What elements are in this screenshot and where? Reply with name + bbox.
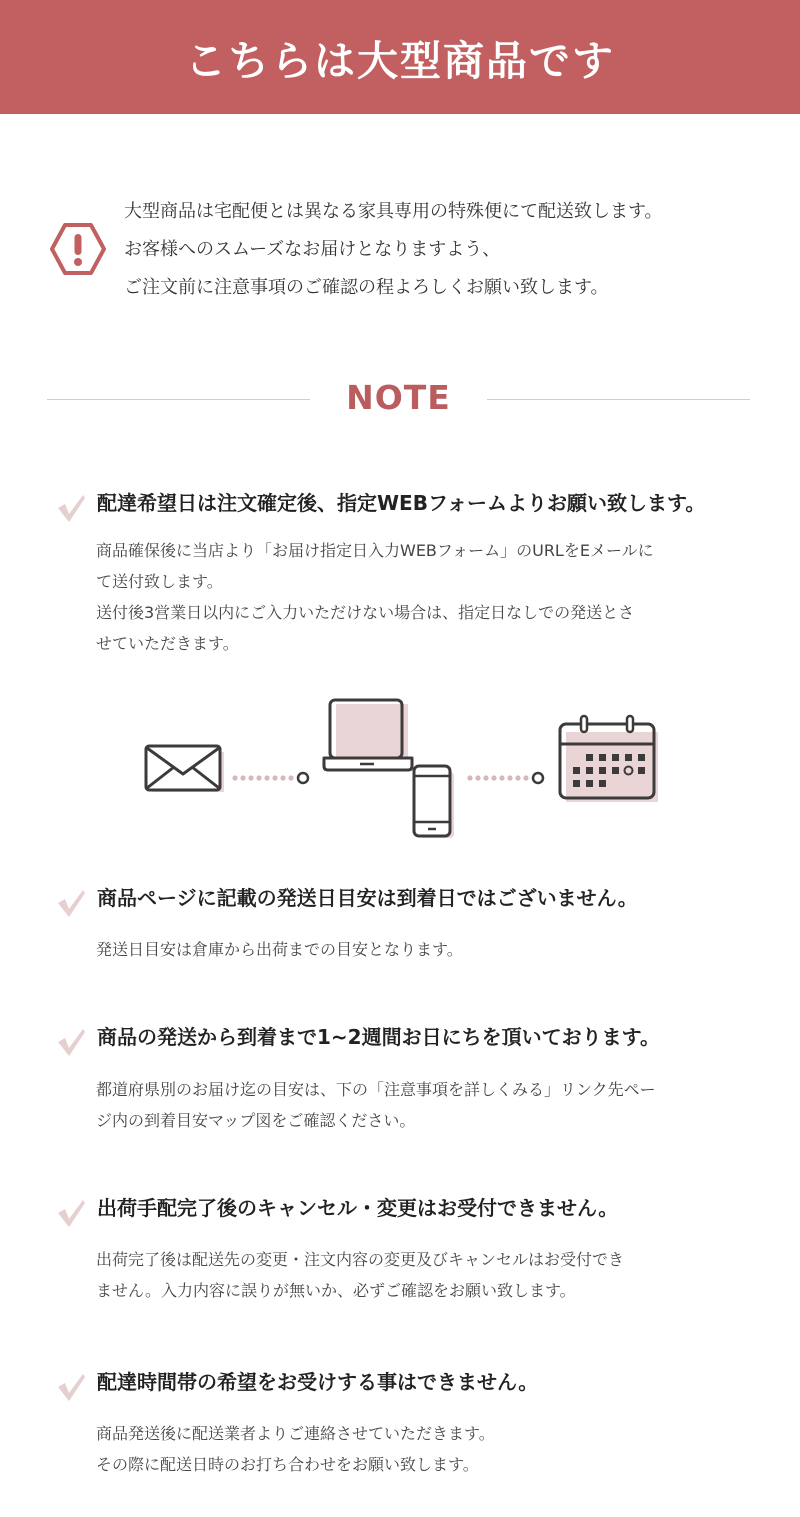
connector-dots-icon — [232, 775, 293, 780]
item-description — [96, 934, 756, 965]
desc-line: その際に配送日時のお打ち合わせをお願い致します。 — [96, 1455, 479, 1474]
item-heading: 出荷手配完了後のキャンセル・変更はお受付できません。 — [97, 1196, 619, 1220]
page-header — [0, 0, 800, 114]
intro-line: 大型商品は宅配便とは異なる家具専用の特殊便にて配送致します。 — [124, 201, 663, 222]
note-divider-right — [487, 399, 750, 400]
desc-line: 商品発送後に配送業者よりご連絡させていただきます。 — [96, 1424, 495, 1443]
item-description — [96, 1418, 756, 1480]
intro-text — [124, 193, 774, 307]
intro-line: ご注文前に注意事項のご確認の程よろしくお願い致します。 — [124, 277, 609, 298]
check-icon — [56, 1371, 86, 1401]
intro-line: お客様へのスムーズなお届けとなりますよう、 — [124, 239, 501, 260]
check-icon — [56, 1197, 86, 1227]
check-icon — [56, 887, 86, 917]
calendar-icon — [560, 716, 658, 802]
item-description — [96, 535, 756, 659]
check-icon — [56, 1026, 86, 1056]
desc-line: て送付致します。 — [96, 572, 223, 591]
smartphone-icon — [414, 766, 454, 838]
item-heading: 配達時間帯の希望をお受けする事はできません。 — [97, 1370, 539, 1394]
item-heading: 商品の発送から到着まで1~2週間お日にちを頂いております。 — [97, 1025, 660, 1049]
laptop-icon — [324, 700, 412, 770]
desc-line: 発送日目安は倉庫から出荷までの目安となります。 — [96, 940, 463, 959]
item-heading: 配達希望日は注文確定後、指定WEBフォームよりお願い致します。 — [97, 491, 706, 515]
note-divider-left — [47, 399, 310, 400]
item-description — [96, 1244, 756, 1306]
process-illustration — [138, 690, 668, 850]
page-title: こちらは大型商品です — [185, 36, 615, 85]
connector-dots-icon — [467, 775, 528, 780]
check-icon — [56, 492, 86, 522]
item-description — [96, 1074, 756, 1136]
desc-line: 都道府県別のお届け迄の目安は、下の「注意事項を詳しくみる」リンク先ペー — [96, 1080, 656, 1099]
desc-line: 送付後3営業日以内にご入力いただけない場合は、指定日なしでの発送とさ — [96, 603, 635, 622]
item-heading: 商品ページに記載の発送日目安は到着日ではございません。 — [97, 886, 638, 910]
note-title: NOTE — [346, 378, 451, 417]
desc-line: ジ内の到着目安マップ図をご確認ください。 — [96, 1111, 416, 1130]
envelope-icon — [146, 746, 224, 792]
desc-line: 商品確保後に当店より「お届け指定日入力WEBフォーム」のURLをEメールに — [96, 541, 654, 560]
desc-line: ません。入力内容に誤りが無いか、必ずご確認をお願い致します。 — [96, 1281, 576, 1300]
desc-line: せていただきます。 — [96, 634, 239, 653]
desc-line: 出荷完了後は配送先の変更・注文内容の変更及びキャンセルはお受付でき — [96, 1250, 625, 1269]
warning-icon — [50, 222, 106, 276]
